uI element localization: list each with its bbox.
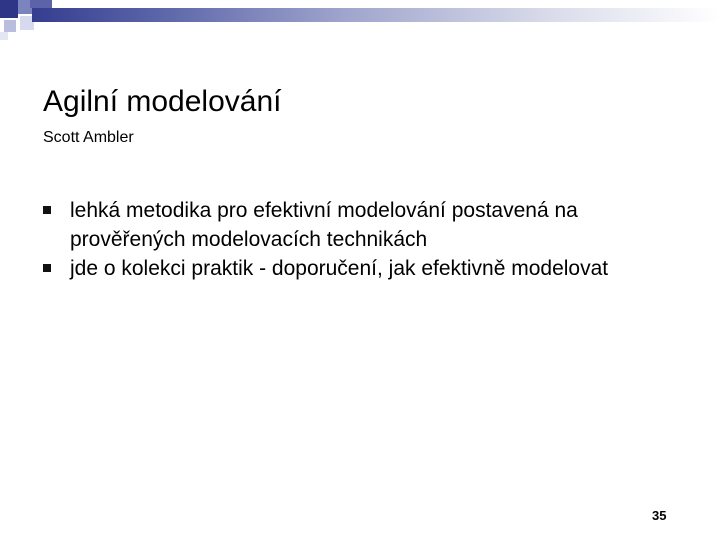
bullet-item [43, 196, 683, 254]
slide-subtitle: Scott Ambler [43, 129, 134, 146]
bullet-list [43, 196, 683, 283]
square-bullet-icon [43, 264, 51, 272]
decor-square [0, 32, 8, 40]
decor-square [30, 0, 52, 8]
slide-title: Agilní modelování [43, 85, 282, 118]
bullet-text: lehká metodika pro efektivní modelování postavená na prověřených modelovacích technikách [70, 199, 578, 251]
decor-square [4, 20, 16, 32]
square-bullet-icon [43, 206, 51, 214]
header-gradient-bar [32, 8, 720, 22]
decor-square [0, 0, 18, 18]
page-number: 35 [652, 508, 667, 523]
bullet-text: jde o kolekci praktik - doporučení, jak efektivně modelovat [70, 257, 609, 280]
bullet-item [43, 254, 683, 283]
